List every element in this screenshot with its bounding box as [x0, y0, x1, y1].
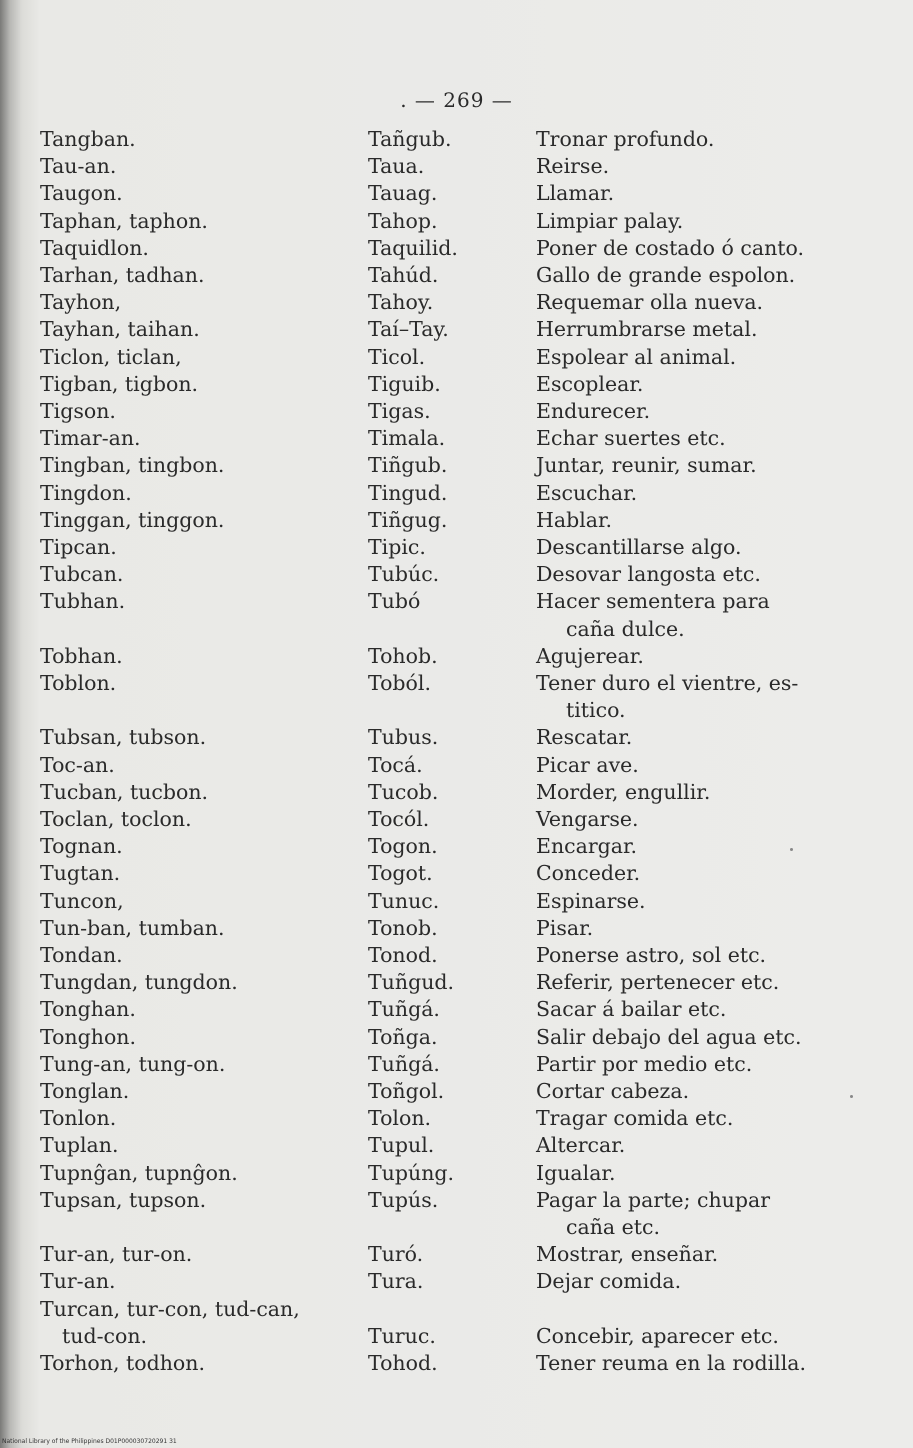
entry-definition-text: Herrumbrarse metal.	[536, 317, 758, 342]
entry-term	[40, 1051, 360, 1078]
entry-definition-text: Requemar olla nueva.	[536, 290, 764, 315]
entry-definition-text: Encargar.	[536, 834, 638, 859]
entry-term-text: Tonlon.	[40, 1106, 117, 1131]
entry-term-text: Tigban, tigbon.	[40, 371, 199, 396]
entry-term	[40, 208, 360, 235]
entry-term	[40, 344, 360, 371]
entry-root: Tubus.	[368, 725, 439, 750]
entry-term	[40, 1105, 360, 1132]
entry-root: Tañgub.	[368, 127, 452, 151]
entry-definition-text: Sacar á bailar etc.	[536, 997, 727, 1022]
entry-term	[40, 996, 360, 1023]
entry-definition-text: Limpiar palay.	[536, 208, 684, 233]
entry-root: Tipic.	[368, 535, 426, 559]
entry-term-text: Tondan.	[40, 943, 123, 967]
entry-definition-text: Gallo de grande espolon.	[536, 263, 796, 287]
entry-definition	[536, 344, 862, 371]
entry-definition	[536, 561, 862, 588]
entry-term-text: Tupnĝan, tupnĝon.	[40, 1160, 238, 1185]
entry-term	[40, 398, 360, 425]
entry-definition-text: Igualar.	[536, 1160, 616, 1185]
entry-term	[40, 752, 360, 779]
library-footer: National Library of the Philippines D01P000030720291 31	[2, 1438, 177, 1445]
entry-definition	[536, 289, 862, 316]
entry-definition	[536, 833, 862, 860]
entry-definition-text: Mostrar, enseñar.	[536, 1242, 719, 1267]
entry-root: Togot.	[368, 861, 433, 886]
entry-definition	[536, 1241, 862, 1268]
entry-term	[40, 915, 360, 942]
entry-definition	[536, 915, 862, 942]
entry-definition-text: Poner de costado ó canto.	[536, 235, 805, 260]
entry-definition-text: Echar suertes etc.	[536, 426, 726, 451]
entry-root: Tolon.	[368, 1106, 432, 1131]
entry-definition	[536, 126, 862, 153]
entry-term	[40, 1024, 360, 1051]
entry-definition-text: Desovar langosta etc.	[536, 562, 761, 587]
entry-definition-text: Rescatar.	[536, 725, 633, 750]
entry-term-text: Toc-an.	[40, 752, 115, 777]
entry-definition	[536, 942, 862, 969]
entry-term-text: Taugon.	[40, 181, 123, 206]
entry-definition	[536, 153, 862, 180]
entry-root: Tahoy.	[368, 290, 434, 315]
entry-root: Tocól.	[368, 807, 430, 831]
entry-definition	[536, 180, 862, 207]
entry-term	[40, 1296, 360, 1350]
print-speck	[790, 848, 793, 851]
entry-definition-text: Conceder.	[536, 861, 641, 886]
entry-definition	[536, 534, 862, 561]
entry-term-text: Tonghon.	[40, 1024, 137, 1049]
entry-definition-text: Hacer sementera para	[536, 589, 770, 614]
entry-term-text: Tayhan, taihan.	[40, 317, 200, 342]
entry-definition	[536, 860, 862, 887]
entry-definition-text: Morder, engullir.	[536, 779, 711, 804]
entry-definition-text: Altercar.	[536, 1133, 626, 1158]
entry-root: Tingud.	[368, 480, 448, 505]
entry-term-text: Tobhan.	[40, 643, 123, 668]
entry-definition	[536, 262, 862, 289]
entry-term	[40, 670, 360, 697]
entry-definition-text: Salir debajo del agua etc.	[536, 1024, 802, 1049]
entry-term	[40, 888, 360, 915]
entry-definition-text: Juntar, reunir, sumar.	[536, 453, 757, 478]
entry-definition-text: Tener reuma en la rodilla.	[536, 1351, 806, 1375]
entry-root: Tahop.	[368, 208, 438, 233]
entry-term	[40, 316, 360, 343]
entry-term-text: Toblon.	[40, 671, 117, 695]
entry-root: Tunuc.	[368, 888, 440, 913]
entry-root: Tiguib.	[368, 371, 441, 396]
entry-term	[40, 806, 360, 833]
entry-root: Tupús.	[368, 1187, 439, 1212]
entry-term-text: Turcan, tur-con, tud-can,	[40, 1296, 300, 1321]
entry-term	[40, 561, 360, 588]
entry-root: Togon.	[368, 834, 438, 859]
entry-term	[40, 1132, 360, 1159]
entry-definition-text: Reirse.	[536, 154, 610, 179]
entry-term-text: Tugtan.	[40, 861, 121, 886]
entry-root: Tohob.	[368, 643, 438, 668]
entry-root: Tonob.	[368, 915, 438, 940]
entry-definition	[536, 1051, 862, 1078]
entry-definition	[536, 235, 862, 262]
entry-definition-text: Espinarse.	[536, 888, 646, 913]
entry-root: Taí–Tay.	[368, 317, 449, 342]
entry-definition	[536, 208, 862, 235]
entry-definition-text: Escuchar.	[536, 480, 638, 505]
entry-definition-text: Escoplear.	[536, 371, 644, 396]
entry-term-text: Tonglan.	[40, 1079, 130, 1103]
entry-term	[40, 480, 360, 507]
entry-term-text: Taphan, taphon.	[40, 208, 208, 233]
entry-definition-text: Llamar.	[536, 181, 615, 206]
entry-root: Tocá.	[368, 752, 423, 777]
entry-root: Turó.	[368, 1242, 424, 1267]
entry-root: Tucob.	[368, 779, 439, 804]
entry-definition	[536, 452, 862, 479]
entry-definition-text: Endurecer.	[536, 399, 651, 423]
entry-definition-continuation: caña etc.	[566, 1215, 661, 1239]
entry-definition	[536, 1187, 862, 1241]
entry-root: Tupul.	[368, 1133, 435, 1158]
entry-term	[40, 126, 360, 153]
entry-term-text: Tupsan, tupson.	[40, 1187, 207, 1212]
entry-term	[40, 262, 360, 289]
entry-definition	[536, 670, 862, 724]
entry-definition-text: Espolear al animal.	[536, 344, 737, 369]
entry-term	[40, 1187, 360, 1214]
entry-root: Toból.	[368, 671, 431, 695]
entry-definition	[536, 888, 862, 915]
entry-definition-continuation: caña dulce.	[566, 616, 685, 641]
entry-definition-text: Descantillarse algo.	[536, 535, 742, 559]
entry-term-text: Tun-ban, tumban.	[40, 915, 225, 940]
entry-definition	[536, 1078, 862, 1105]
entry-term	[40, 1268, 360, 1295]
entry-term-text: Tinggan, tinggon.	[40, 507, 225, 532]
entry-term	[40, 724, 360, 751]
entry-definition-text: Dejar comida.	[536, 1269, 682, 1294]
entry-root: Tigas.	[368, 399, 431, 423]
entry-root: Tauag.	[368, 181, 438, 206]
entry-term	[40, 1078, 360, 1105]
entry-definition	[536, 806, 862, 833]
entry-definition	[536, 996, 862, 1023]
entry-term-text: Torhon, todhon.	[40, 1351, 205, 1375]
entry-definition	[536, 316, 862, 343]
entry-term	[40, 534, 360, 561]
entry-term	[40, 1350, 360, 1377]
entry-term	[40, 153, 360, 180]
entry-definition	[536, 398, 862, 425]
entry-root: Toñga.	[368, 1024, 438, 1049]
entry-root: Ticol.	[368, 344, 426, 369]
entry-term-continuation: tud-con.	[62, 1323, 148, 1348]
entry-term-text: Tuncon,	[40, 888, 124, 913]
entry-term	[40, 643, 360, 670]
entry-definition-text: Tragar comida etc.	[536, 1106, 734, 1131]
entry-root: Tuñgá.	[368, 997, 440, 1022]
entry-term	[40, 833, 360, 860]
entry-definition	[536, 588, 862, 642]
entry-term	[40, 1241, 360, 1268]
entry-root: Timala.	[368, 426, 446, 451]
page-number: . — 269 —	[400, 88, 513, 112]
entry-root: Turuc.	[368, 1323, 436, 1348]
entry-definition-text: Pagar la parte; chupar	[536, 1187, 771, 1212]
entry-term-text: Tur-an, tur-on.	[40, 1242, 193, 1267]
entry-definition-text: Ponerse astro, sol etc.	[536, 943, 767, 967]
entry-term	[40, 942, 360, 969]
entry-term	[40, 371, 360, 398]
entry-definition	[536, 643, 862, 670]
entry-definition-text: Vengarse.	[536, 807, 639, 831]
entry-term-text: Tognan.	[40, 834, 123, 859]
entry-root: Tohod.	[368, 1351, 438, 1375]
entry-definition	[536, 1132, 862, 1159]
entry-term-text: Ticlon, ticlan,	[40, 344, 182, 369]
entry-term	[40, 289, 360, 316]
entry-definition-text: Tronar profundo.	[536, 127, 715, 151]
entry-term-text: Tayhon,	[40, 290, 122, 315]
entry-term-text: Tipcan.	[40, 535, 117, 559]
entry-term-text: Tonghan.	[40, 997, 136, 1022]
entry-root: Tupúng.	[368, 1160, 455, 1185]
entry-root: Tuñgá.	[368, 1051, 440, 1076]
entry-definition	[536, 1105, 862, 1132]
entry-term-text: Timar-an.	[40, 426, 141, 451]
entry-root: Tahúd.	[368, 263, 439, 287]
entry-term	[40, 452, 360, 479]
entry-root: Tiñgub.	[368, 453, 448, 478]
entry-term	[40, 235, 360, 262]
entry-definition	[536, 480, 862, 507]
entry-term-text: Tau-an.	[40, 154, 117, 179]
print-speck	[850, 1095, 853, 1098]
entry-root: Tiñgug.	[368, 507, 448, 532]
entry-term-text: Taquidlon.	[40, 235, 149, 260]
entry-term	[40, 1160, 360, 1187]
entry-term-text: Tubhan.	[40, 589, 126, 614]
entry-definition-text: Referir, pertenecer etc.	[536, 970, 780, 995]
entry-definition-text: Hablar.	[536, 507, 613, 532]
entry-definition	[536, 779, 862, 806]
entry-definition	[536, 969, 862, 996]
entry-term	[40, 425, 360, 452]
entry-term-text: Tigson.	[40, 399, 116, 423]
entry-definition	[536, 724, 862, 751]
entry-term-text: Tucban, tucbon.	[40, 779, 209, 804]
entry-definition	[536, 371, 862, 398]
entry-definition-text: Partir por medio etc.	[536, 1051, 753, 1076]
entry-definition	[536, 425, 862, 452]
entry-root: Tura.	[368, 1269, 424, 1294]
entry-root: Tubó	[368, 589, 421, 614]
entry-term	[40, 588, 360, 615]
entry-definition-text: Picar ave.	[536, 752, 639, 777]
entry-term	[40, 860, 360, 887]
entry-definition-text: Pisar.	[536, 915, 594, 940]
entry-term-text: Tubsan, tubson.	[40, 725, 207, 750]
entry-root: Tuñgud.	[368, 970, 455, 995]
entry-definition	[536, 1160, 862, 1187]
entry-root: Tonod.	[368, 943, 438, 967]
entry-term-text: Tingdon.	[40, 480, 132, 505]
entry-term	[40, 507, 360, 534]
entry-root: Taua.	[368, 154, 425, 179]
entry-term-text: Tungdan, tungdon.	[40, 970, 238, 995]
entry-definition	[536, 507, 862, 534]
entry-term-text: Tung-an, tung-on.	[40, 1051, 226, 1076]
entry-term-text: Tarhan, tadhan.	[40, 263, 205, 287]
entry-definition	[536, 1024, 862, 1051]
entry-root: Toñgol.	[368, 1079, 445, 1103]
entry-definition	[536, 752, 862, 779]
entry-definition-text: Agujerear.	[536, 643, 644, 668]
entry-term-text: Tuplan.	[40, 1133, 119, 1158]
entry-definition-text: Tener duro el vientre, es-	[536, 671, 799, 695]
entry-term-text: Tur-an.	[40, 1269, 116, 1294]
entry-root: Tubúc.	[368, 562, 440, 587]
entry-definition	[536, 1323, 862, 1350]
entry-definition-text: Cortar cabeza.	[536, 1079, 690, 1103]
entry-definition	[536, 1268, 862, 1295]
entry-term-text: Tangban.	[40, 127, 136, 151]
entry-term-text: Tubcan.	[40, 562, 124, 587]
entry-term	[40, 180, 360, 207]
entry-definition	[536, 1350, 862, 1377]
entry-root: Taquilid.	[368, 235, 458, 260]
entry-term-text: Tingban, tingbon.	[40, 453, 225, 478]
entry-definition-text: Concebir, aparecer etc.	[536, 1323, 779, 1348]
entry-term	[40, 969, 360, 996]
entry-term	[40, 779, 360, 806]
entry-definition-continuation: titico.	[566, 698, 626, 723]
entry-term-text: Toclan, toclon.	[40, 807, 192, 831]
